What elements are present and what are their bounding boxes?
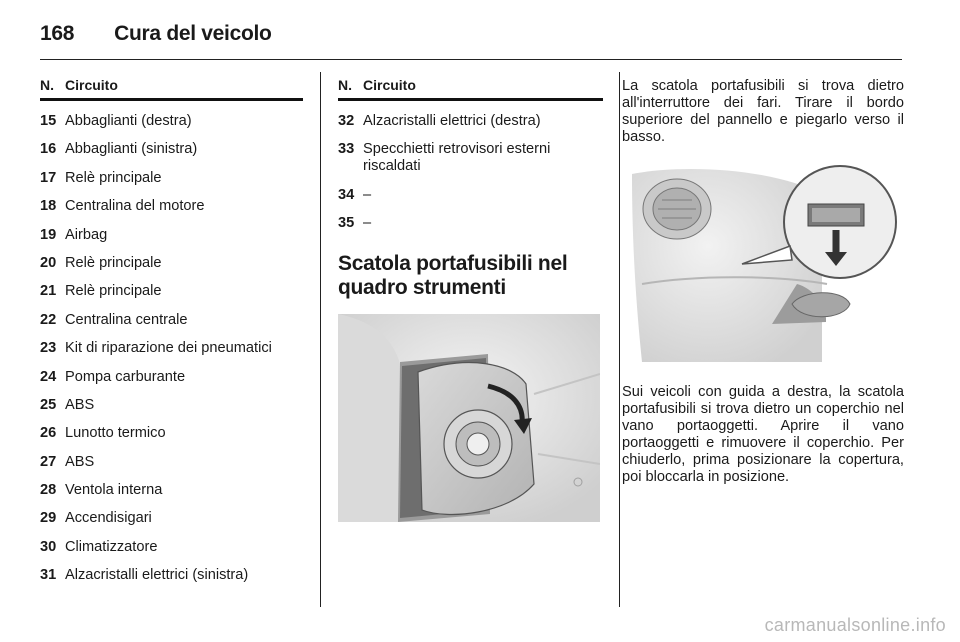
fuse-number: 15 (40, 113, 57, 129)
table-row (338, 215, 603, 232)
fuse-circuit: Pompa carburante (65, 368, 186, 385)
fuse-number: 31 (40, 567, 57, 584)
page-title: Cura del veicolo (114, 22, 272, 45)
table-row (40, 312, 303, 329)
page-number: 168 (40, 22, 75, 45)
table-row (40, 567, 303, 584)
fuse-number: 26 (40, 425, 57, 442)
table-row (40, 141, 303, 158)
fuse-circuit: – (363, 215, 372, 232)
table-row (40, 255, 303, 272)
fuse-table-left (40, 72, 303, 596)
fuse-number: 29 (40, 510, 57, 527)
table-row (40, 397, 303, 414)
fuse-number: 28 (40, 482, 57, 499)
fuse-circuit: Ventola interna (65, 482, 163, 499)
fuse-circuit: Climatizzatore (65, 538, 158, 555)
fuse-number: 35 (338, 215, 355, 232)
page-header (40, 18, 272, 50)
column-header-circuit: Circuito (65, 77, 118, 93)
fuse-circuit: Relè principale (65, 169, 162, 186)
fuse-number: 16 (40, 141, 57, 158)
fuse-circuit: Alzacristalli elettrici (sinistra) (65, 567, 249, 584)
fuse-circuit: Relè principale (65, 283, 162, 300)
column-divider-1 (320, 72, 321, 607)
header-divider (40, 59, 902, 60)
column-header-number: N. (338, 77, 352, 93)
table-row (40, 113, 303, 130)
fuse-circuit: Lunotto termico (65, 425, 166, 442)
fuse-number: 19 (40, 226, 57, 243)
fuse-number: 17 (40, 169, 57, 186)
fuse-number: 32 (338, 113, 355, 129)
table-row (338, 141, 603, 175)
paragraph-right-hand-drive: Sui veicoli con guida a destra, la scatola portafusibili si trova dietro un coperchio nel vano portaoggetti. Aprire il vano portaoggetti e rimuovere il coperchio. Per chiuderlo, prima posizionare la copertura, poi bloccarla in posizione. (622, 384, 904, 485)
table-row (40, 170, 303, 187)
fuse-number: 24 (40, 368, 57, 385)
fuse-circuit: Alzacristalli elettrici (destra) (363, 113, 541, 129)
table-row (40, 227, 303, 244)
fuse-number: 25 (40, 396, 57, 413)
fuse-circuit: Abbaglianti (sinistra) (65, 141, 198, 158)
fuse-circuit: Centralina del motore (65, 198, 205, 215)
fuse-circuit: Accendisigari (65, 510, 152, 527)
column-divider-2 (619, 72, 620, 607)
section-heading: Scatola portafusibili nel quadro strumenti (338, 252, 568, 300)
fuse-circuit: – (363, 186, 372, 203)
fuse-number: 18 (40, 198, 57, 215)
paragraph-left-hand-drive: La scatola portafusibili si trova dietro all'interruttore dei fari. Tirare il bordo superiore del pannello e piegarlo verso il basso. (622, 78, 904, 145)
fuse-number: 20 (40, 254, 57, 271)
watermark: carmanualsonline.info (764, 615, 946, 635)
table-row (40, 340, 303, 357)
fuse-table-right (338, 72, 603, 522)
table-row (338, 113, 603, 130)
glovebox-fuse-illustration (622, 164, 904, 362)
table-row (40, 510, 303, 527)
table-body (40, 113, 303, 584)
table-row (40, 369, 303, 386)
fuse-circuit: Specchietti retrovisori esterni riscaldati (363, 141, 551, 175)
fuse-circuit: ABS (65, 396, 95, 413)
fuse-number: 33 (338, 141, 355, 158)
fuse-number: 34 (338, 186, 355, 203)
table-row (338, 187, 603, 204)
fuse-number: 22 (40, 311, 57, 328)
column-header-circuit: Circuito (363, 77, 416, 93)
table-row (40, 539, 303, 556)
table-header (40, 72, 303, 101)
fuse-number: 23 (40, 340, 57, 357)
fuse-number: 21 (40, 283, 57, 300)
table-row (40, 425, 303, 442)
fuse-circuit: Abbaglianti (destra) (65, 113, 192, 129)
table-header (338, 72, 603, 101)
fuse-number: 27 (40, 453, 57, 470)
fuse-number: 30 (40, 538, 57, 555)
column-header-number: N. (40, 77, 54, 93)
fuse-circuit: Relè principale (65, 254, 162, 271)
table-row (40, 482, 303, 499)
table-row (40, 283, 303, 300)
instrument-panel-fuse-illustration (338, 314, 600, 522)
fuse-circuit: Centralina centrale (65, 311, 188, 328)
table-row (40, 454, 303, 471)
fuse-circuit: Kit di riparazione dei pneumatici (65, 340, 272, 357)
table-row (40, 198, 303, 215)
text-column (622, 72, 904, 486)
fuse-circuit: Airbag (65, 226, 108, 243)
fuse-circuit: ABS (65, 453, 95, 470)
table-body (338, 113, 603, 232)
